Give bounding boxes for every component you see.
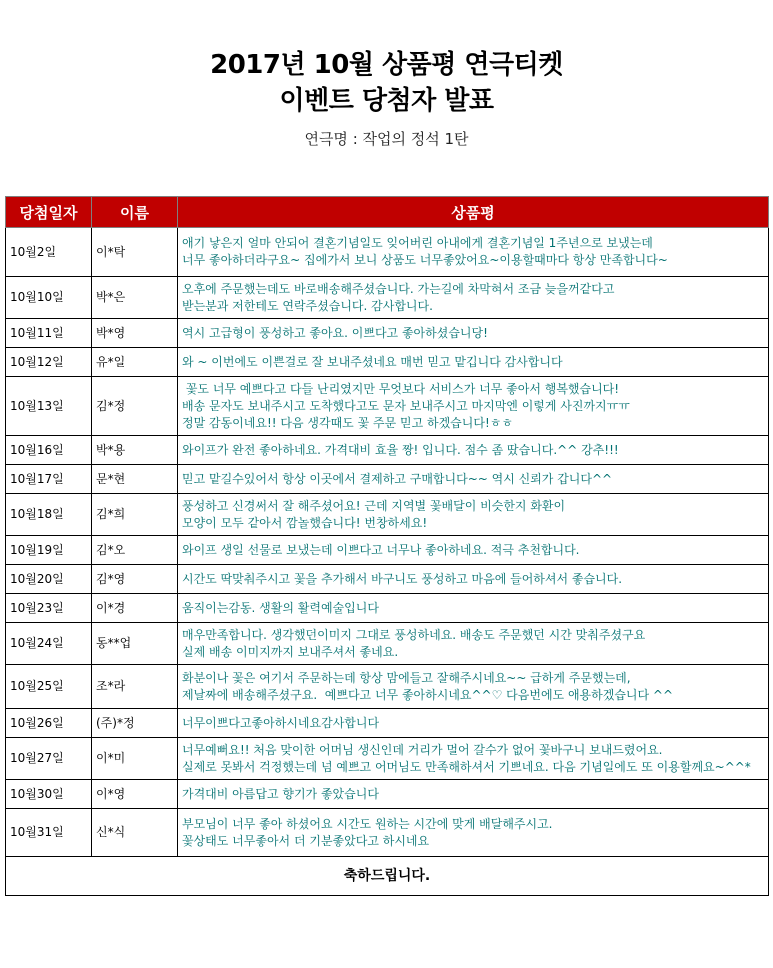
winner-date: 10월10일 — [6, 277, 92, 319]
winner-review — [178, 809, 769, 857]
winner-review — [178, 377, 769, 436]
winner-review — [178, 623, 769, 665]
winner-name: (주)*정 — [92, 709, 178, 738]
table-header-row — [6, 197, 769, 228]
review-line: 믿고 맡길수있어서 항상 이곳에서 결제하고 구매합니다~~ 역시 신뢰가 갑니다^^ — [182, 471, 613, 486]
winner-name: 이*탁 — [92, 228, 178, 277]
winner-date: 10월11일 — [6, 319, 92, 348]
table-row — [6, 377, 769, 436]
winner-name: 김*정 — [92, 377, 178, 436]
review-line: 역시 고급형이 풍성하고 좋아요. 이쁘다고 좋아하셨습니당! — [182, 325, 488, 340]
winner-review — [178, 494, 769, 536]
winner-review — [178, 738, 769, 780]
winner-review — [178, 565, 769, 594]
winner-date: 10월12일 — [6, 348, 92, 377]
winner-review — [178, 348, 769, 377]
winner-date: 10월18일 — [6, 494, 92, 536]
table-row — [6, 494, 769, 536]
winner-date: 10월20일 — [6, 565, 92, 594]
winner-date: 10월19일 — [6, 536, 92, 565]
winner-date: 10월30일 — [6, 780, 92, 809]
review-line: 너무 좋아하더라구요~ 집에가서 보니 상품도 너무좋았어요~이용할때마다 항상 만족합니다~ — [182, 253, 668, 267]
winner-name: 김*오 — [92, 536, 178, 565]
page-title-line2: 이벤트 당첨자 발표 — [279, 86, 494, 116]
winner-review — [178, 780, 769, 809]
review-line: 모양이 모두 같아서 깜놀했습니다! 번창하세요! — [182, 515, 428, 530]
winner-date: 10월25일 — [6, 665, 92, 709]
table-row — [6, 465, 769, 494]
winner-date: 10월13일 — [6, 377, 92, 436]
review-line: 오후에 주문했는데도 바로배송해주셨습니다. 가는길에 차막혀서 조금 늦을꺼같다고 — [182, 281, 615, 296]
review-line: 꽃도 너무 예쁘다고 다들 난리였지만 무엇보다 서비스가 너무 좋아서 행복했습니다! — [182, 381, 620, 396]
table-row — [6, 348, 769, 377]
table-row — [6, 436, 769, 465]
column-header-review: 상품평 — [178, 197, 769, 228]
table-row — [6, 809, 769, 857]
review-line: 제날짜에 배송해주셨구요. 예쁘다고 너무 좋아하시네요^^♡ 다음번에도 애용하겠습니다 ^^ — [182, 687, 674, 702]
winner-name: 문*현 — [92, 465, 178, 494]
table-row — [6, 709, 769, 738]
winner-review — [178, 594, 769, 623]
review-line: 실제 배송 이미지까지 보내주셔서 좋네요. — [182, 644, 399, 659]
winner-review — [178, 465, 769, 494]
table-row — [6, 319, 769, 348]
winner-name: 박*영 — [92, 319, 178, 348]
winner-review — [178, 709, 769, 738]
review-line: 와이프 생일 선물로 보냈는데 이쁘다고 너무나 좋아하네요. 적극 추천합니다. — [182, 542, 580, 557]
review-line: 가격대비 아름답고 향기가 좋았습니다 — [182, 786, 379, 801]
winner-name: 신*식 — [92, 809, 178, 857]
column-header-date: 당첨일자 — [6, 197, 92, 228]
footer-row — [6, 857, 769, 896]
winner-name: 박*은 — [92, 277, 178, 319]
review-line: 실제로 못봐서 걱정했는데 넘 예쁘고 어머님도 만족해하셔서 기쁘네요. 다음 기념일에도 또 이용할께요~^^* — [182, 759, 751, 774]
congratulations-text: 축하드립니다. — [6, 857, 769, 896]
review-line: 배송 문자도 보내주시고 도착했다고도 문자 보내주시고 마지막엔 이렇게 사진까지ㅠㅠ — [182, 398, 630, 413]
winner-review — [178, 228, 769, 277]
winner-name: 이*미 — [92, 738, 178, 780]
winner-name: 동**업 — [92, 623, 178, 665]
winner-name: 이*영 — [92, 780, 178, 809]
review-line: 화분이나 꽃은 여기서 주문하는데 항상 맘에들고 잘해주시네요~~ 급하게 주문했는데, — [182, 670, 631, 685]
table-row — [6, 665, 769, 709]
table-row — [6, 738, 769, 780]
winner-date: 10월16일 — [6, 436, 92, 465]
review-line: 받는분과 저한테도 연락주셨습니다. 감사합니다. — [182, 298, 433, 313]
winner-date: 10월17일 — [6, 465, 92, 494]
winner-review — [178, 665, 769, 709]
winner-review — [178, 277, 769, 319]
review-line: 시간도 딱맞춰주시고 꽃을 추가해서 바구니도 풍성하고 마음에 들어하셔서 좋습니다. — [182, 571, 623, 586]
winner-date: 10월26일 — [6, 709, 92, 738]
winner-name: 박*용 — [92, 436, 178, 465]
review-line: 애기 낳은지 얼마 안되어 결혼기념일도 잊어버린 아내에게 결혼기념일 1주년으로 보냈는데 — [182, 236, 653, 250]
winner-review — [178, 319, 769, 348]
winner-date: 10월27일 — [6, 738, 92, 780]
review-line: 풍성하고 신경써서 잘 해주셨어요! 근데 지역별 꽃배달이 비슷한지 화환이 — [182, 498, 566, 513]
table-row — [6, 536, 769, 565]
review-line: 너무예뻐요!! 처음 맞이한 어머님 생신인데 거리가 멀어 갈수가 없어 꽃바구니 보내드렸어요. — [182, 742, 663, 757]
table-row — [6, 565, 769, 594]
winner-date: 10월31일 — [6, 809, 92, 857]
page-title-line1: 2017년 10월 상품평 연극티켓 — [210, 50, 563, 80]
winner-name: 유*일 — [92, 348, 178, 377]
winner-date: 10월24일 — [6, 623, 92, 665]
table-row — [6, 594, 769, 623]
winner-name: 이*경 — [92, 594, 178, 623]
review-line: 와이프가 완전 좋아하네요. 가격대비 효율 짱! 입니다. 점수 좀 땄습니다.^^ 강추!!! — [182, 442, 619, 457]
winner-name: 김*영 — [92, 565, 178, 594]
winner-date: 10월2일 — [6, 228, 92, 277]
table-row — [6, 623, 769, 665]
review-line: 꽃상태도 너무좋아서 더 기분좋았다고 하시네요 — [182, 833, 430, 848]
play-name: 연극명 : 작업의 정석 1탄 — [304, 130, 469, 148]
review-line: 매우만족합니다. 생각했던이미지 그대로 풍성하네요. 배송도 주문했던 시간 맞춰주셨구요 — [182, 627, 646, 642]
review-line: 정말 감동이네요!! 다음 생각때도 꽃 주문 믿고 하겠습니다!ㅎㅎ — [182, 415, 513, 430]
review-line: 움직이는감동. 생활의 활력예술입니다 — [182, 600, 379, 615]
winner-name: 김*희 — [92, 494, 178, 536]
winner-review — [178, 536, 769, 565]
column-header-name: 이름 — [92, 197, 178, 228]
winner-review — [178, 436, 769, 465]
review-line: 와 ~ 이번에도 이쁜걸로 잘 보내주셨네요 매번 믿고 맡깁니다 감사합니다 — [182, 354, 563, 369]
review-line: 너무이쁘다고좋아하시네요감사합니다 — [182, 715, 380, 730]
winner-name: 조*라 — [92, 665, 178, 709]
winners-table — [5, 196, 769, 896]
table-row — [6, 780, 769, 809]
winner-date: 10월23일 — [6, 594, 92, 623]
review-line: 부모님이 너무 좋아 하셨어요 시간도 원하는 시간에 맞게 배달해주시고. — [182, 816, 553, 831]
table-row — [6, 228, 769, 277]
table-row — [6, 277, 769, 319]
